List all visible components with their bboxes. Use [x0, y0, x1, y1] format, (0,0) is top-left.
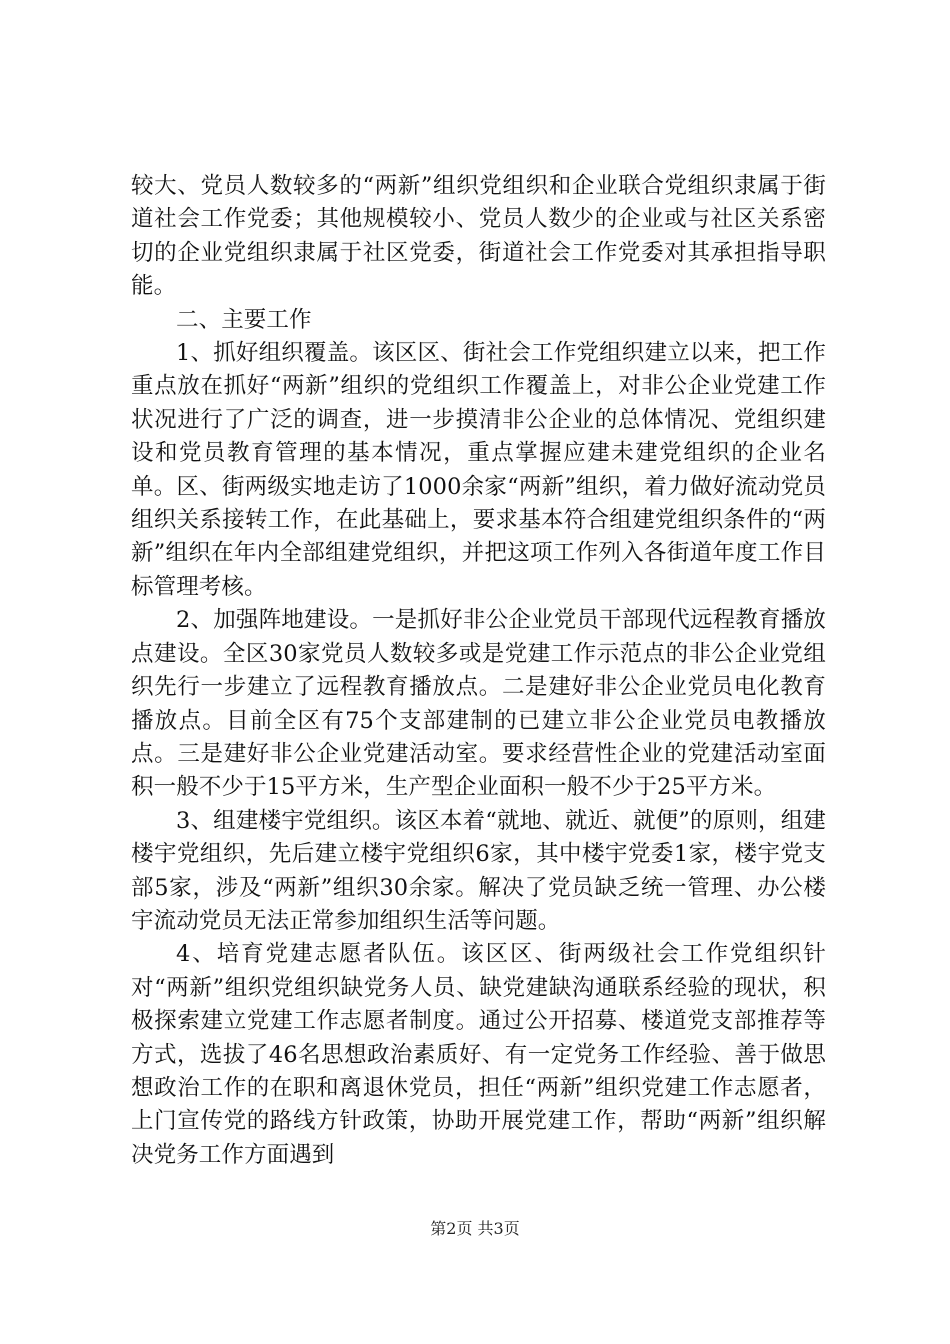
page-footer: 第2页 共3页 [430, 1219, 520, 1238]
body-paragraph: 4、培育党建志愿者队伍。该区区、街两级社会工作党组织针对“两新”组织党组织缺党务人员、缺党建缺沟通联系经验的现状，积极探索建立党建工作志愿者制度。通过公开招募、楼道党支部推荐等方式，选拔了46名思想政治素质好、有一定党务工作经验、善于做思想政治工作的在职和离退休党员，担任“两新”组织党建工作志愿者，上门宣传党的路线方针政策，协助开展党建工作，帮助“两新”组织解决党务工作方面遇到 [131, 941, 826, 1168]
body-paragraph: 较大、党员人数较多的“两新”组织党组织和企业联合党组织隶属于街道社会工作党委；其他规模较小、党员人数少的企业或与社区关系密切的企业党组织隶属于社区党委，街道社会工作党委对其承担指导职能。 [131, 173, 826, 300]
body-paragraph: 3、组建楼宇党组织。该区本着“就地、就近、就便”的原则，组建楼宇党组织，先后建立楼宇党组织6家，其中楼宇党委1家，楼宇党支部5家，涉及“两新”组织30余家。解决了党员缺乏统一管理、办公楼宇流动党员无法正常参加组织生活等问题。 [131, 807, 826, 934]
document-body [131, 170, 826, 1172]
section-heading: 二、主要工作 [176, 306, 312, 333]
body-paragraph: 2、加强阵地建设。一是抓好非公企业党员干部现代远程教育播放点建设。全区30家党员人数较多或是党建工作示范点的非公企业党组织先行一步建立了远程教育播放点。二是建好非公企业党员电化教育播放点。目前全区有75个支部建制的已建立非公企业党员电教播放点。三是建好非公企业党建活动室。要求经营性企业的党建活动室面积一般不少于15平方米，生产型企业面积一般不少于25平方米。 [131, 607, 826, 801]
body-paragraph: 1、抓好组织覆盖。该区区、街社会工作党组织建立以来，把工作重点放在抓好“两新”组织的党组织工作覆盖上，对非公企业党建工作状况进行了广泛的调查，进一步摸清非公企业的总体情况、党组织建设和党员教育管理的基本情况，重点掌握应建未建党组织的企业名单。区、街两级实地走访了1000余家“两新”组织，着力做好流动党员组织关系接转工作，在此基础上，要求基本符合组建党组织条件的“两新”组织在年内全部组建党组织，并把这项工作列入各街道年度工作目标管理考核。 [131, 340, 826, 600]
